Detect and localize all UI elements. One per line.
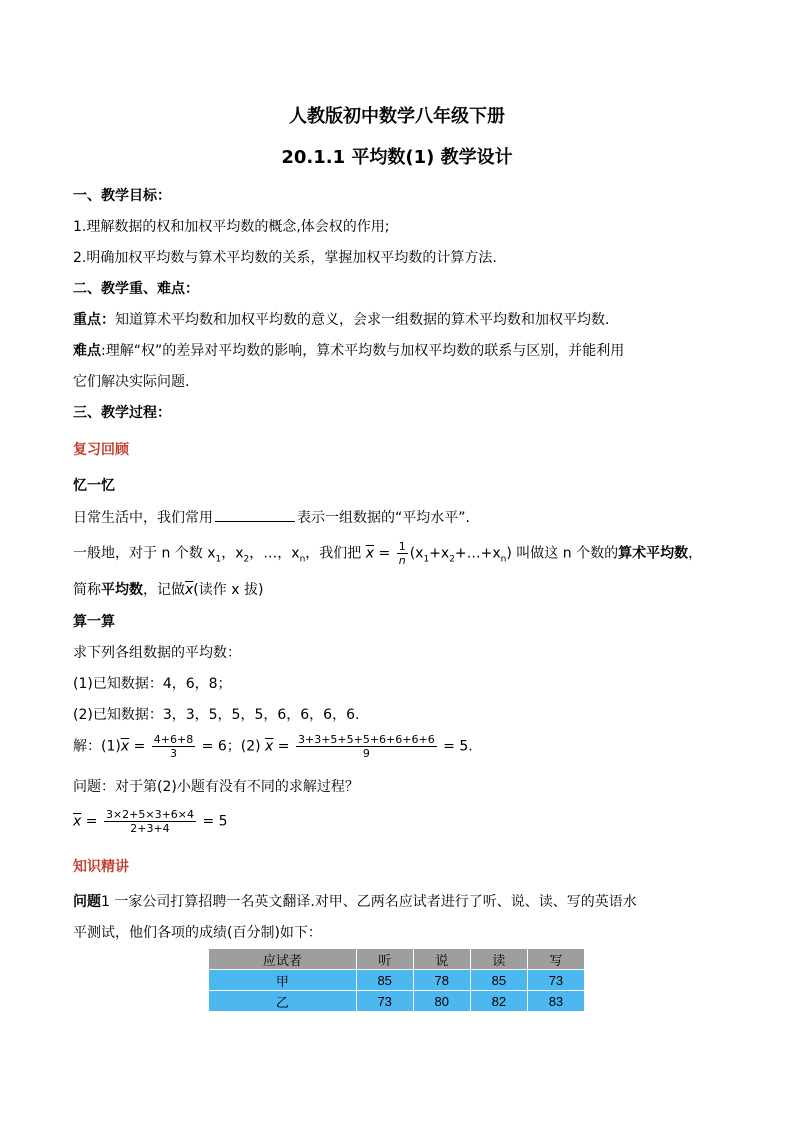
recall-text-a: 日常生活中，我们常用: [73, 510, 213, 526]
short-name-line: [73, 580, 734, 600]
sub-2b: 2: [449, 554, 455, 565]
sol1-num: 4+6+8: [153, 733, 194, 746]
goal-2: 2.明确加权平均数与算术平均数的关系，掌握加权平均数的计算方法.: [73, 250, 497, 266]
subheading-calc: 算一算: [73, 614, 115, 630]
header-reading: 读: [470, 949, 527, 970]
question-1: (1)已知数据：4，6，8；: [73, 676, 232, 692]
sol2-den: 9: [362, 747, 370, 760]
xbar-symbol: $\overline{x}$: [365, 545, 375, 562]
calc-question: 求下列各组数据的平均数：: [73, 645, 241, 661]
sub-1: 1: [215, 554, 222, 565]
sub-1b: 1: [423, 554, 430, 565]
difficulty-text-line1: :理解“权”的差异对平均数的影响，算术平均数与加权平均数的联系与区别，并能利用: [101, 343, 625, 359]
def-end: ，: [688, 545, 703, 562]
term-arithmetic-mean: 算术平均数: [618, 545, 689, 562]
def-dots: +…+x: [454, 545, 501, 562]
alt-den: 2+3+4: [130, 822, 170, 835]
subheading-knowledge: 知识精讲: [73, 859, 129, 875]
xbar-symbol-3: $\overline{x}$: [120, 738, 130, 755]
difficulty: [73, 341, 734, 361]
alt-solution: $\overline{x}$ = $\frac{3\times 2+5\times 3+6\times 4}{2+3+4}$ = 5: [73, 808, 228, 835]
difficulty-label: 难点: [73, 343, 101, 359]
header-applicant: 应试者: [209, 949, 357, 970]
short-text-c: (读作 x 拔): [193, 582, 264, 598]
table-cell: 85: [356, 970, 413, 991]
one-over-n-fraction: [397, 540, 408, 567]
xbar-symbol-5: $\overline{x}$: [73, 813, 82, 830]
table-cell: 85: [470, 970, 527, 991]
sub-n: n: [299, 554, 306, 565]
solution-2-fraction: [296, 733, 437, 760]
problem-1-label: 问题: [73, 894, 101, 910]
table-cell: 82: [470, 991, 527, 1012]
solution-1-fraction: [152, 733, 195, 760]
key-point: [73, 310, 734, 330]
recall-text-b: 表示一组数据的“平均水平”.: [297, 510, 470, 526]
def-paren: (x: [409, 545, 424, 562]
def-close: ): [506, 545, 512, 562]
problem-1-line2: 平测试，他们各项的成绩(百分制)如下：: [73, 925, 322, 941]
sol2-num: 3+3+5+5+5+6+6+6+6: [297, 733, 435, 746]
goal-1: 1.理解数据的权和加权平均数的概念,体会权的作用;: [73, 219, 390, 235]
def-text-d: ，我们把: [305, 545, 362, 562]
def-text-c: ，…，x: [249, 545, 300, 562]
question-2: (2)已知数据：3，3，5，5，5，6，6，6，6.: [73, 707, 360, 723]
table-row: [209, 991, 585, 1012]
table-cell: 乙: [209, 991, 357, 1012]
sol2-result: = 5.: [438, 738, 473, 755]
alt-result: = 5: [198, 813, 228, 830]
fill-blank: [215, 507, 295, 522]
section-heading-key-points: 二、教学重、难点：: [73, 281, 199, 297]
mean-definition: [73, 540, 734, 569]
sol1-result: = 6；(2): [197, 738, 266, 755]
section-heading-goals: 一、教学目标：: [73, 188, 171, 204]
table-header-row: [209, 949, 585, 970]
def-text-b: ，x: [221, 545, 244, 562]
header-writing: 写: [527, 949, 584, 970]
problem-1-text: 1 一家公司打算招聘一名英文翻译.对甲、乙两名应试者进行了听、说、读、写的英语水: [101, 894, 637, 910]
xbar-symbol-4: $\overline{x}$: [265, 738, 274, 755]
header-speaking: 说: [413, 949, 470, 970]
recall-sentence: [73, 507, 734, 528]
table-cell: 73: [527, 970, 584, 991]
difficulty-text-line2: 它们解决实际问题.: [73, 374, 190, 390]
def-equals: =: [374, 545, 395, 562]
document-title: 人教版初中数学八年级下册: [289, 106, 505, 127]
table-cell: 73: [356, 991, 413, 1012]
sub-2: 2: [243, 554, 250, 565]
def-text-a: 一般地，对于 n 个数 x: [73, 545, 216, 562]
sol-text-a: 解：(1): [73, 738, 121, 755]
alt-num: 3×2+5×3+6×4: [105, 808, 195, 821]
key-point-text: 知道算术平均数和加权平均数的意义，会求一组数据的算术平均数和加权平均数.: [115, 312, 610, 328]
key-point-label: 重点：: [73, 312, 115, 328]
frac-den: n: [398, 554, 406, 567]
table-cell: 83: [527, 991, 584, 1012]
table-cell: 80: [413, 991, 470, 1012]
solution-line: 解：$(1)\overline{x}$ = $\frac{4+6+8}{3}$ = 6；(2) $\overline{x}$ = $\frac{3+3+5+5+5+6+6+6+6}{9}$ = 5.: [73, 733, 473, 760]
short-text-b: ，记做: [143, 582, 185, 598]
table-row: [209, 970, 585, 991]
table-cell: 78: [413, 970, 470, 991]
lesson-title: 20.1.1 平均数(1) 教学设计: [281, 147, 513, 168]
alt-fraction: [104, 808, 196, 835]
sol1-den: 3: [170, 747, 177, 760]
def-plus: +x: [429, 545, 450, 562]
sub-nb: n: [500, 554, 507, 565]
frac-num: 1: [398, 540, 406, 553]
subheading-recall: 忆一忆: [73, 478, 115, 494]
question-alt: 问题：对于第(2)小题有没有不同的求解过程？: [73, 779, 359, 795]
subheading-review: 复习回顾: [73, 442, 129, 458]
header-listening: 听: [356, 949, 413, 970]
def-text-e: 叫做这 n 个数的: [511, 545, 619, 562]
scores-table: [208, 948, 585, 1012]
table-cell: 甲: [209, 970, 357, 991]
term-mean: 平均数: [101, 582, 143, 598]
short-text-a: 简称: [73, 582, 101, 598]
problem-1-line1: [73, 892, 734, 912]
xbar-symbol-2: $\overline{x}$: [185, 582, 194, 598]
section-heading-process: 三、教学过程：: [73, 405, 171, 421]
